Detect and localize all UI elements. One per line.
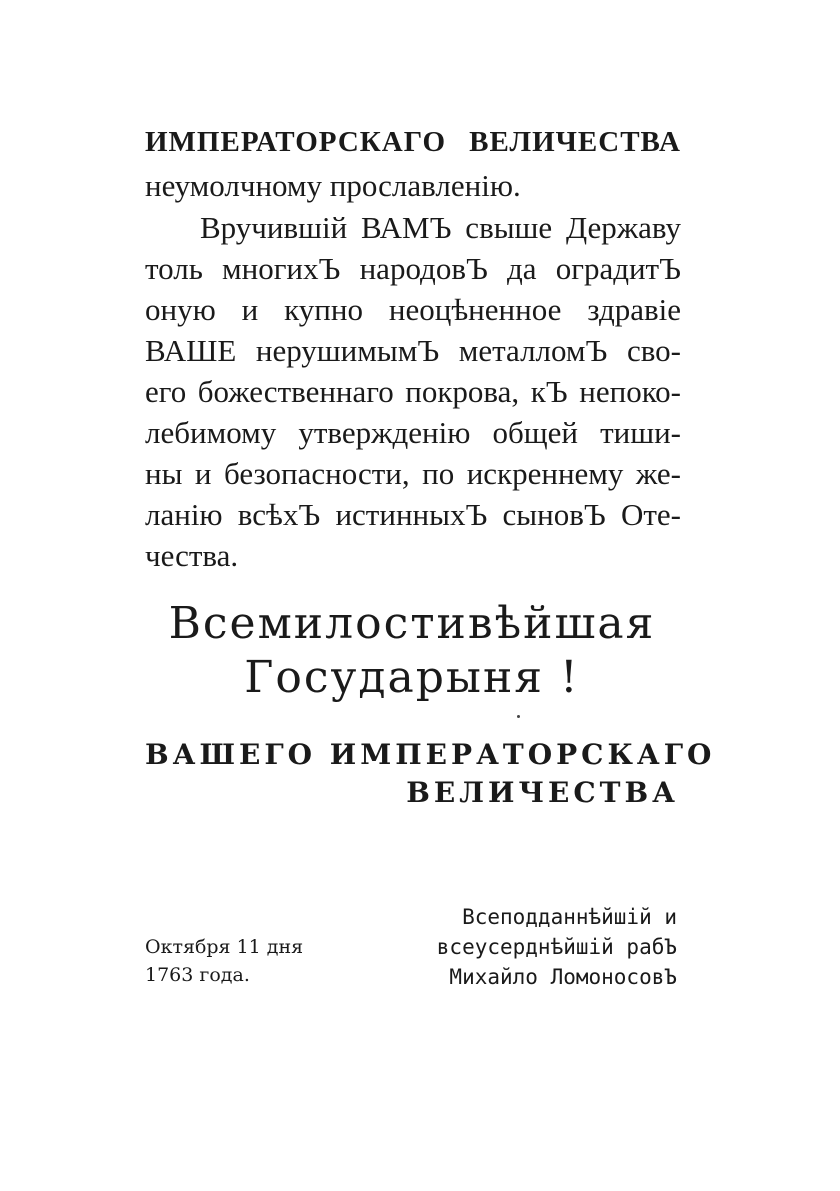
- paragraph-line: чества.: [145, 538, 239, 573]
- paragraph-line: толь многихЪ народовЪ да оградитЪ: [145, 251, 681, 286]
- paragraph-line: его божественнаго покрова, кЪ непоко-: [145, 374, 681, 409]
- signature-line-2: всеусерднѣйшій рабЪ: [436, 935, 677, 959]
- date-line-2: 1763 года.: [145, 964, 250, 986]
- paragraph-line: оную и купно неоцѣненное здравіе: [145, 292, 681, 327]
- paragraph-line: ны и безопасности, по искреннему же-: [145, 456, 681, 491]
- signature-line-1: Всеподданнѣйшій и: [462, 905, 677, 929]
- ink-speck: [517, 715, 520, 718]
- paragraph-line: Вручившій ВАМЪ свыше Державу: [200, 210, 681, 245]
- address-line-2: Государыня !: [244, 652, 580, 703]
- subscription-line-2: ВЕЛИЧЕСТВА: [406, 776, 679, 809]
- paragraph-line: ланію всѣхЪ истинныхЪ сыновЪ Оте-: [145, 497, 681, 532]
- paragraph-line: ВАШЕ нерушимымЪ металломЪ сво-: [145, 333, 681, 368]
- date-line-1: Октября 11 дня: [145, 936, 304, 958]
- signature-line-3: Михайло ЛомоносовЪ: [449, 965, 677, 989]
- address-line-1: Всемилостивѣйшая: [168, 598, 656, 649]
- subscription-line-1: ВАШЕГО ИМПЕРАТОРСКАГО: [145, 738, 716, 771]
- heading-line-1: ИМПЕРАТОРСКАГО ВЕЛИЧЕСТВА: [145, 126, 681, 158]
- heading-line-2: неумолчному прославленію.: [145, 168, 521, 203]
- paragraph-line: лебимому утвержденію общей тиши-: [145, 415, 681, 450]
